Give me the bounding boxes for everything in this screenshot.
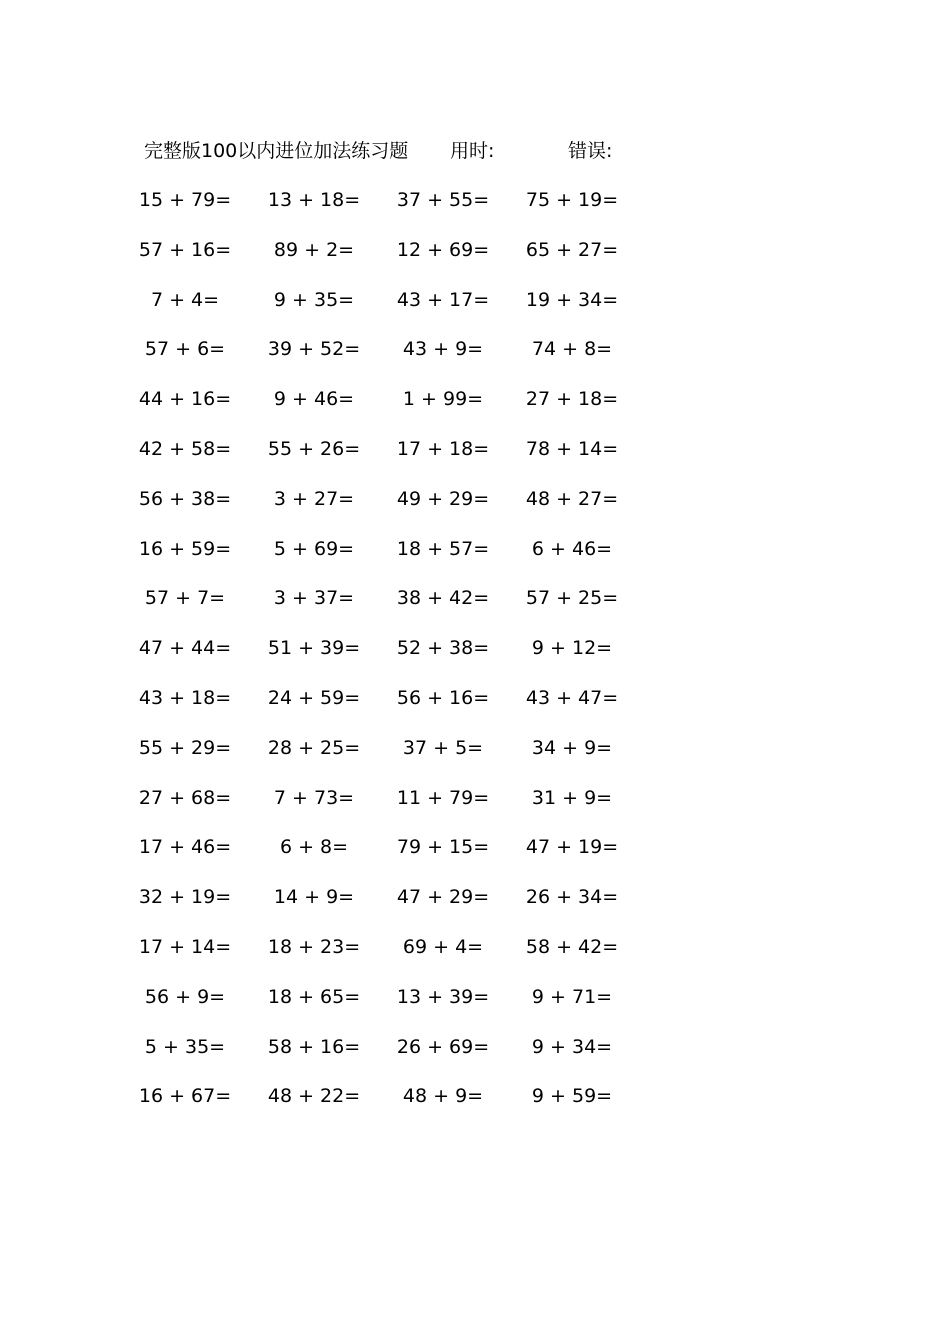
problem-item: 17 + 46= — [138, 836, 232, 859]
problem-item: 79 + 15= — [396, 836, 490, 859]
problem-item: 52 + 38= — [396, 637, 490, 660]
problem-item: 42 + 58= — [138, 437, 232, 460]
problem-item: 16 + 59= — [138, 537, 232, 560]
problem-item: 3 + 27= — [273, 487, 355, 510]
problem-item: 27 + 18= — [525, 388, 619, 411]
problem-item: 43 + 17= — [396, 288, 490, 311]
problem-row — [138, 1083, 644, 1133]
problem-row — [138, 486, 644, 536]
problem-item: 51 + 39= — [267, 637, 361, 660]
problem-item: 43 + 9= — [402, 338, 484, 361]
problem-item: 48 + 22= — [267, 1085, 361, 1108]
problem-row — [138, 884, 644, 934]
problem-row — [138, 237, 644, 287]
problem-item: 27 + 68= — [138, 786, 232, 809]
problem-item: 16 + 67= — [138, 1085, 232, 1108]
problem-item: 18 + 57= — [396, 537, 490, 560]
problem-item: 3 + 37= — [273, 587, 355, 610]
problem-item: 31 + 9= — [531, 786, 613, 809]
problem-item: 13 + 39= — [396, 985, 490, 1008]
problem-item: 12 + 69= — [396, 238, 490, 261]
problem-item: 55 + 29= — [138, 736, 232, 759]
problem-item: 74 + 8= — [531, 338, 613, 361]
problem-item: 38 + 42= — [396, 587, 490, 610]
problem-item: 26 + 69= — [396, 1035, 490, 1058]
problem-item: 37 + 5= — [402, 736, 484, 759]
problem-row — [138, 635, 644, 685]
problem-item: 24 + 59= — [267, 686, 361, 709]
problem-item: 58 + 16= — [267, 1035, 361, 1058]
problem-item: 75 + 19= — [525, 189, 619, 211]
problem-item: 18 + 65= — [267, 985, 361, 1008]
problem-row — [144, 1034, 644, 1084]
problem-item: 32 + 19= — [138, 886, 232, 909]
problem-item: 47 + 19= — [525, 836, 619, 859]
problem-item: 1 + 99= — [402, 388, 484, 411]
problem-item: 47 + 29= — [396, 886, 490, 909]
problem-item: 69 + 4= — [402, 935, 484, 958]
problem-item: 28 + 25= — [267, 736, 361, 759]
problem-row — [138, 187, 644, 237]
problem-grid — [138, 187, 644, 1133]
problem-item: 65 + 27= — [525, 238, 619, 261]
problem-item: 5 + 69= — [273, 537, 355, 560]
problem-row — [138, 536, 644, 586]
error-count-label: 错误: — [568, 140, 613, 162]
problem-item: 57 + 16= — [138, 238, 232, 261]
problem-row — [138, 834, 644, 884]
problem-row — [138, 735, 644, 785]
problem-row — [144, 287, 644, 337]
problem-item: 9 + 59= — [531, 1085, 613, 1108]
problem-item: 5 + 35= — [144, 1035, 226, 1058]
problem-row — [138, 934, 644, 984]
problem-row — [138, 386, 644, 436]
problem-item: 9 + 35= — [273, 288, 355, 311]
problem-item: 57 + 25= — [525, 587, 619, 610]
worksheet-header — [144, 137, 664, 165]
problem-row — [144, 336, 644, 386]
problem-item: 57 + 6= — [144, 338, 226, 361]
worksheet-title: 完整版100以内进位加法练习题 — [144, 140, 409, 162]
problem-item: 14 + 9= — [273, 886, 355, 909]
problem-item: 13 + 18= — [267, 189, 361, 211]
problem-item: 7 + 73= — [273, 786, 355, 809]
problem-item: 6 + 8= — [279, 836, 349, 859]
problem-item: 34 + 9= — [531, 736, 613, 759]
problem-item: 47 + 44= — [138, 637, 232, 660]
problem-item: 15 + 79= — [138, 189, 232, 211]
problem-item: 56 + 9= — [144, 985, 226, 1008]
problem-item: 48 + 9= — [402, 1085, 484, 1108]
problem-item: 56 + 16= — [396, 686, 490, 709]
problem-item: 57 + 7= — [144, 587, 226, 610]
problem-row — [138, 685, 644, 735]
time-used-label: 用时: — [450, 140, 495, 162]
problem-row — [144, 585, 644, 635]
problem-row — [138, 436, 644, 486]
problem-item: 78 + 14= — [525, 437, 619, 460]
problem-item: 58 + 42= — [525, 935, 619, 958]
problem-item: 89 + 2= — [273, 238, 355, 261]
problem-item: 18 + 23= — [267, 935, 361, 958]
problem-item: 17 + 18= — [396, 437, 490, 460]
problem-item: 43 + 47= — [525, 686, 619, 709]
problem-item: 37 + 55= — [396, 189, 490, 211]
problem-item: 17 + 14= — [138, 935, 232, 958]
problem-item: 7 + 4= — [150, 288, 220, 311]
problem-item: 9 + 71= — [531, 985, 613, 1008]
problem-item: 6 + 46= — [531, 537, 613, 560]
problem-item: 9 + 34= — [531, 1035, 613, 1058]
problem-item: 26 + 34= — [525, 886, 619, 909]
problem-item: 48 + 27= — [525, 487, 619, 510]
problem-item: 9 + 12= — [531, 637, 613, 660]
problem-item: 11 + 79= — [396, 786, 490, 809]
problem-item: 9 + 46= — [273, 388, 355, 411]
problem-item: 44 + 16= — [138, 388, 232, 411]
problem-row — [138, 785, 644, 835]
problem-item: 19 + 34= — [525, 288, 619, 311]
problem-item: 56 + 38= — [138, 487, 232, 510]
problem-row — [144, 984, 644, 1034]
problem-item: 39 + 52= — [267, 338, 361, 361]
problem-item: 55 + 26= — [267, 437, 361, 460]
problem-item: 43 + 18= — [138, 686, 232, 709]
problem-item: 49 + 29= — [396, 487, 490, 510]
